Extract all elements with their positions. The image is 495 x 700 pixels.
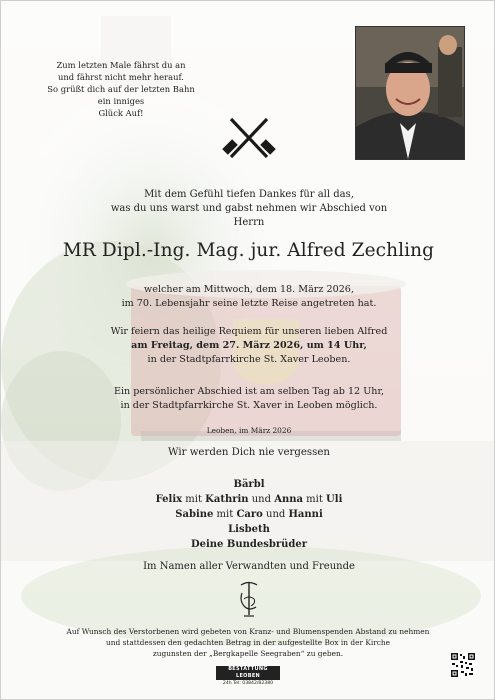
requiem-date [81, 339, 417, 353]
family-connector: und [262, 509, 289, 520]
monogram-logo-icon [236, 579, 262, 619]
family-member: Bärbl [233, 479, 265, 490]
farewell-notice [81, 385, 417, 413]
on-behalf-line: Im Namen aller Verwandten und Freunde [143, 561, 355, 572]
memorial-poem [31, 59, 211, 119]
family-list [101, 477, 397, 552]
death-line: welcher am Mittwoch, dem 18. März 2026, [144, 284, 354, 295]
poem-line: ein inniges [97, 96, 145, 106]
donation-note [63, 626, 433, 659]
family-line [101, 507, 397, 522]
family-member: Deine Bundesbrüder [190, 539, 308, 550]
family-line [101, 522, 397, 537]
undertaker-name: BESTATTUNG LEOBEN [216, 666, 280, 680]
family-member: Caro [236, 509, 263, 520]
intro-line: was du uns warst und gabst nehmen wir Abschied von [110, 203, 388, 214]
family-connector: und [248, 494, 275, 505]
farewell-line: Ein persönlicher Abschied ist am selben Tag ab 12 Uhr, [113, 386, 385, 397]
family-connector: mit [302, 494, 327, 505]
note-line: Auf Wunsch des Verstorbenen wird gebeten von Kranz- und Blumenspenden Abstand zu nehmen [66, 627, 430, 636]
never-forget-line: Wir werden Dich nie vergessen [168, 447, 330, 458]
poem-line: Zum letzten Male fährst du an [56, 60, 186, 70]
family-member: Anna [274, 494, 303, 505]
family-member: Felix [155, 494, 183, 505]
family-line [101, 537, 397, 552]
family-connector: mit [182, 494, 206, 505]
family-line [101, 477, 397, 492]
intro-text [81, 188, 417, 230]
family-member: Lisbeth [228, 524, 270, 535]
poem-line: Glück Auf! [98, 108, 144, 118]
death-notice [81, 283, 417, 311]
undertaker-logo [216, 666, 280, 686]
family-member: Hanni [288, 509, 323, 520]
family-member: Uli [326, 494, 343, 505]
requiem-location: in der Stadtpfarrkirche St. Xaver Leoben. [147, 354, 351, 365]
qr-code-icon [450, 652, 476, 678]
family-member: Kathrin [205, 494, 249, 505]
note-line: zugunsten der „Bergkapelle Seegraben“ zu geben. [152, 649, 344, 658]
farewell-line: in der Stadtpfarrkirche St. Xaver in Leoben möglich. [120, 400, 378, 411]
poem-line: So grüßt dich auf der letzten Bahn [47, 84, 195, 94]
requiem-notice [81, 325, 417, 367]
family-member: Sabine [175, 509, 214, 520]
intro-line: Herrn [233, 217, 265, 228]
family-connector: mit [213, 509, 237, 520]
crossed-hammers-icon [221, 113, 277, 163]
requiem-date-text: am Freitag, dem 27. März 2026, um 14 Uhr, [131, 340, 367, 351]
undertaker-phone: 24h Tel: 03842/82380 [222, 681, 274, 686]
intro-line: Mit dem Gefühl tiefen Dankes für all das, [144, 189, 354, 200]
death-line: im 70. Lebensjahr seine letzte Reise angetreten hat. [121, 298, 377, 309]
deceased-name: MR Dipl.-Ing. Mag. jur. Alfred Zechling [62, 240, 435, 261]
portrait-photo [355, 26, 465, 160]
poem-line: und fährst nicht mehr herauf. [58, 72, 184, 82]
place-date: Leoben, im März 2026 [206, 426, 292, 435]
requiem-line: Wir feiern das heilige Requiem für unseren lieben Alfred [110, 326, 388, 337]
family-line [101, 492, 397, 507]
note-line: und stattdessen den gedachten Betrag in der aufgestellte Box in der Kirche [105, 638, 391, 647]
